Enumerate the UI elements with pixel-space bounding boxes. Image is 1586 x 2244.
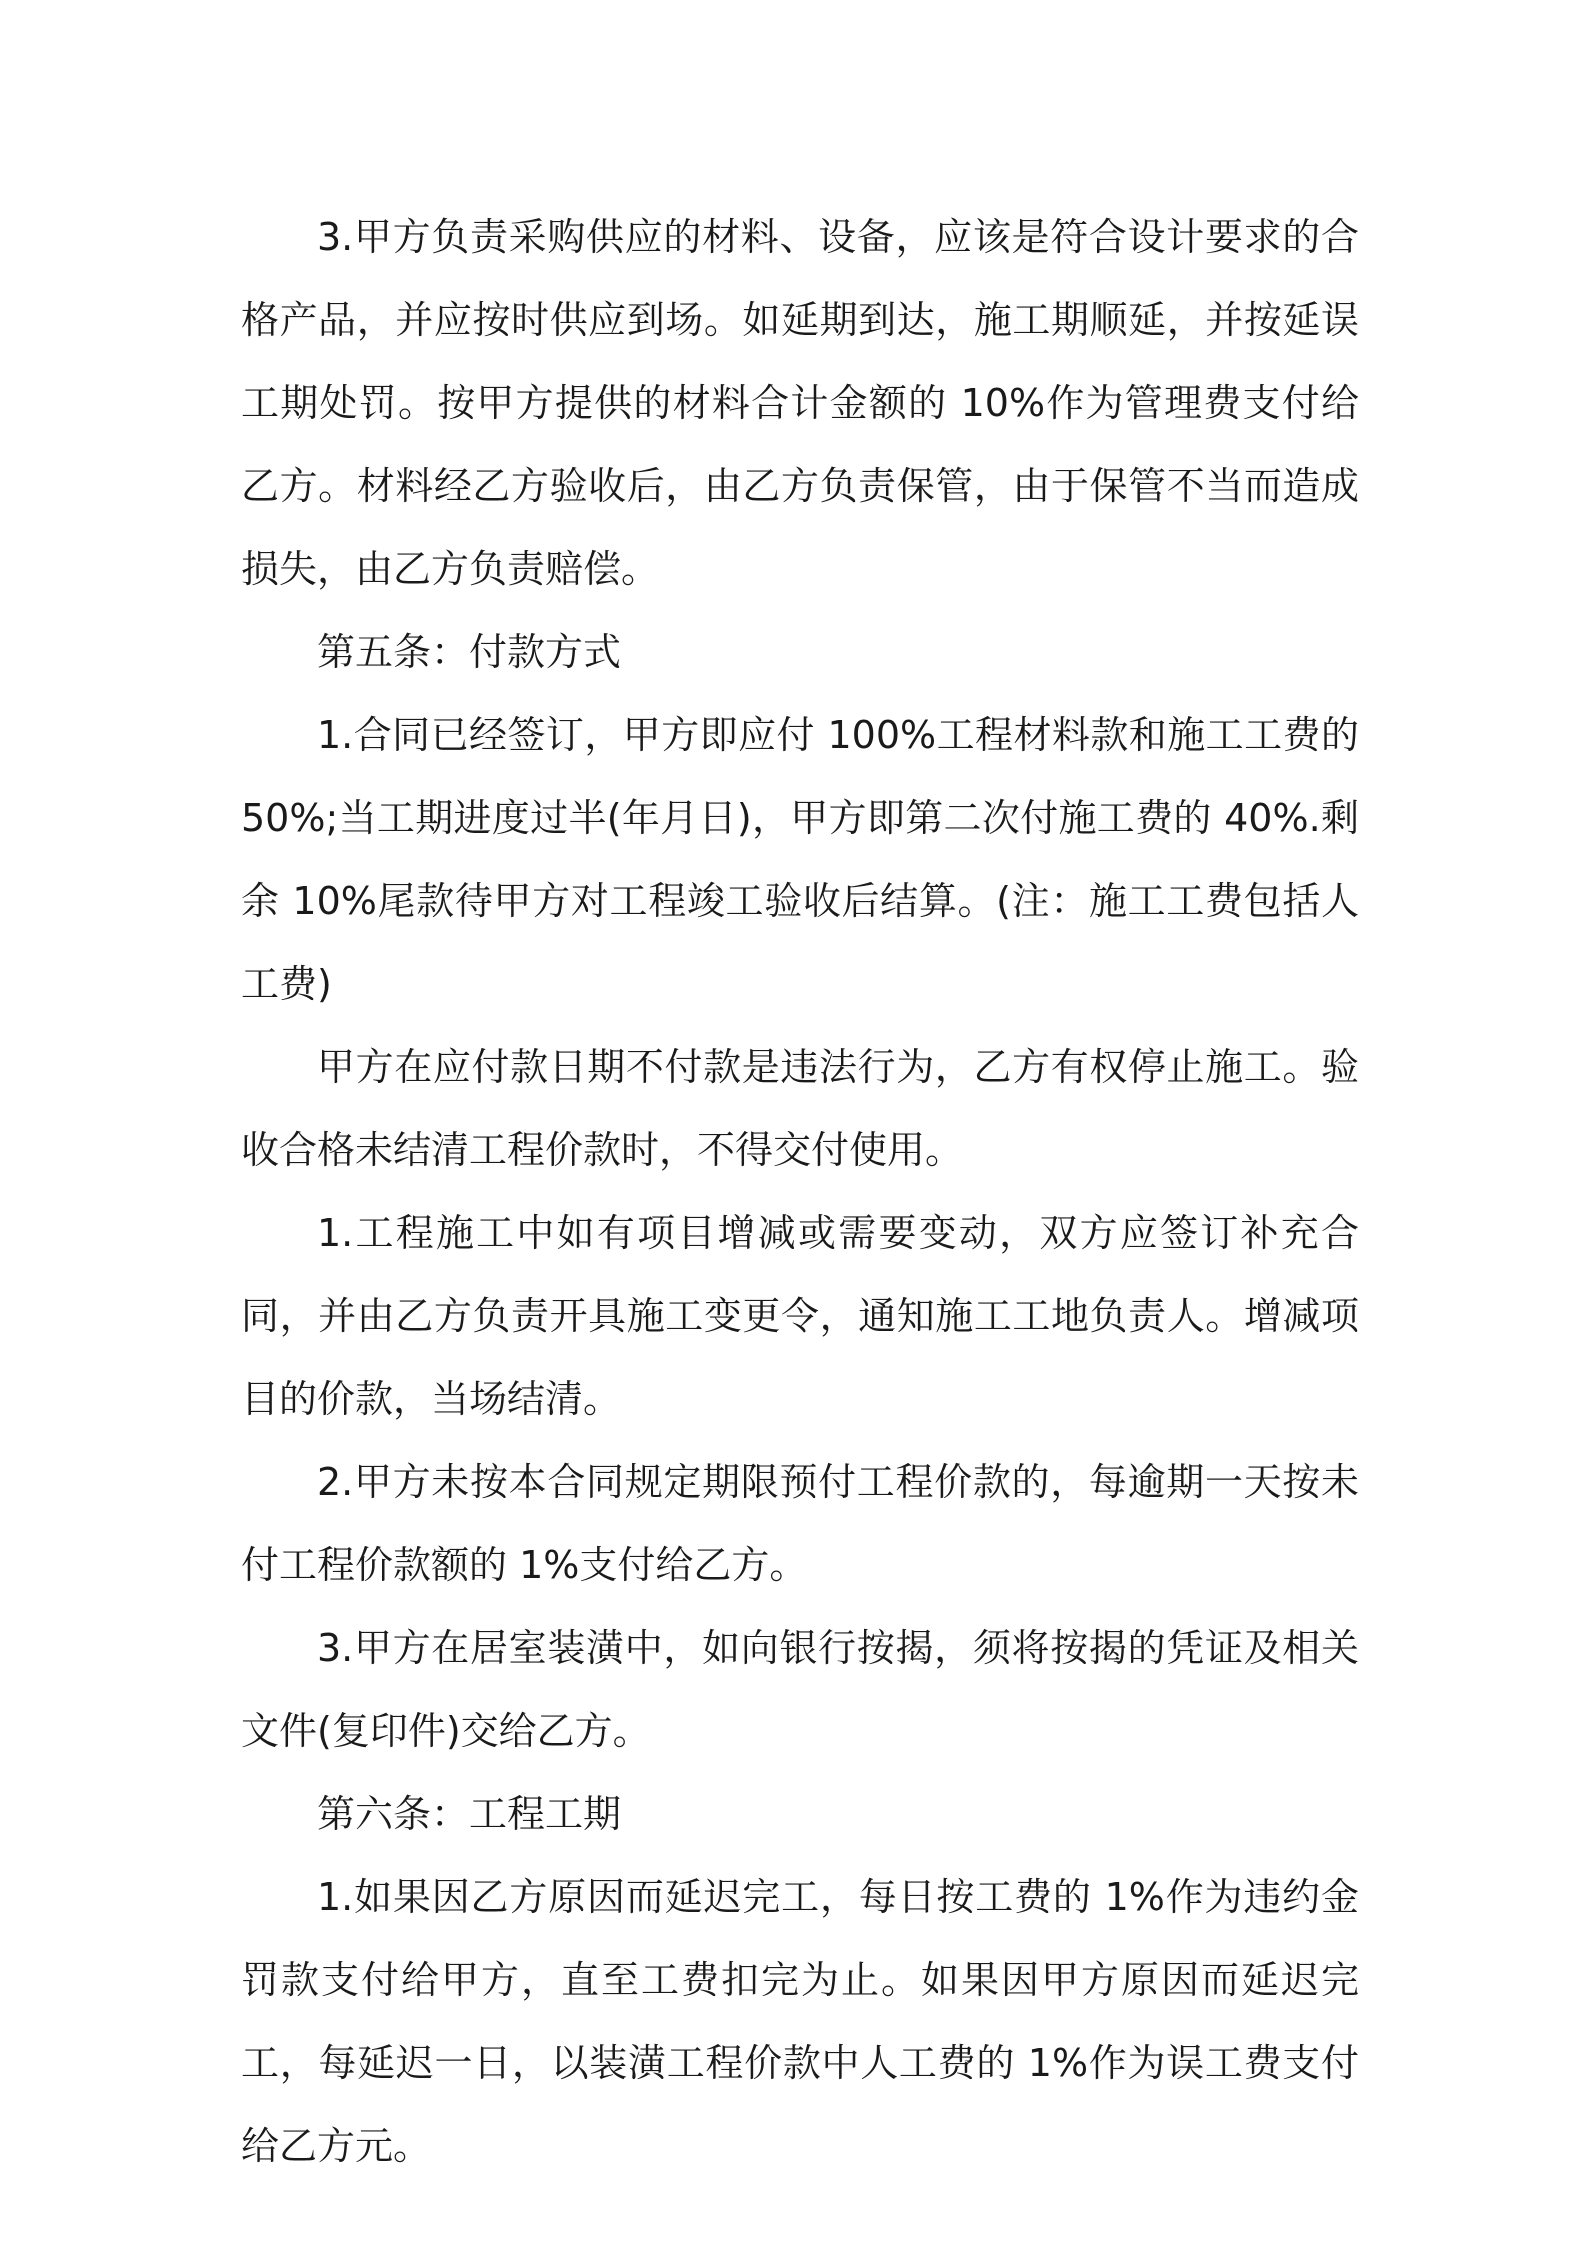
paragraph-nonpayment: 甲方在应付款日期不付款是违法行为，乙方有权停止施工。验收合格未结清工程价款时，不得交付使用。: [241, 1045, 1359, 1172]
paragraph-delay-penalty: 1.如果因乙方原因而延迟完工，每日按工费的 1%作为违约金罚款支付给甲方，直至工费扣完为止。如果因甲方原因而延迟完工，每延迟一日，以装潢工程价款中人工费的 1%作为误工费支付给乙方元。: [241, 1875, 1359, 2168]
document-body: [241, 196, 1359, 2188]
paragraph-material-supply: 3.甲方负责采购供应的材料、设备，应该是符合设计要求的合格产品，并应按时供应到场。如延期到达，施工期顺延，并按延误工期处罚。按甲方提供的材料合计金额的 10%作为管理费支付给乙方。材料经乙方验收后，由乙方负责保管，由于保管不当而造成损失，由乙方负责赔偿。: [241, 215, 1359, 591]
section-heading-payment-method: 第五条：付款方式: [317, 630, 622, 674]
paragraph-mortgage-documents: 3.甲方在居室装潢中，如向银行按揭，须将按揭的凭证及相关文件(复印件)交给乙方。: [241, 1626, 1359, 1753]
section-heading-construction-period: 第六条：工程工期: [317, 1792, 622, 1836]
paragraph-payment-schedule: 1.合同已经签订，甲方即应付 100%工程材料款和施工工费的 50%;当工期进度过半(年月日)，甲方即第二次付施工费的 40%.剩余 10%尾款待甲方对工程竣工验收后结算。(注：施工工费包括人工费): [241, 713, 1359, 1006]
paragraph-project-changes: 1.工程施工中如有项目增减或需要变动，双方应签订补充合同，并由乙方负责开具施工变更令，通知施工工地负责人。增减项目的价款，当场结清。: [241, 1211, 1359, 1421]
paragraph-late-payment-penalty: 2.甲方未按本合同规定期限预付工程价款的，每逾期一天按未付工程价款额的 1%支付给乙方。: [241, 1460, 1359, 1587]
